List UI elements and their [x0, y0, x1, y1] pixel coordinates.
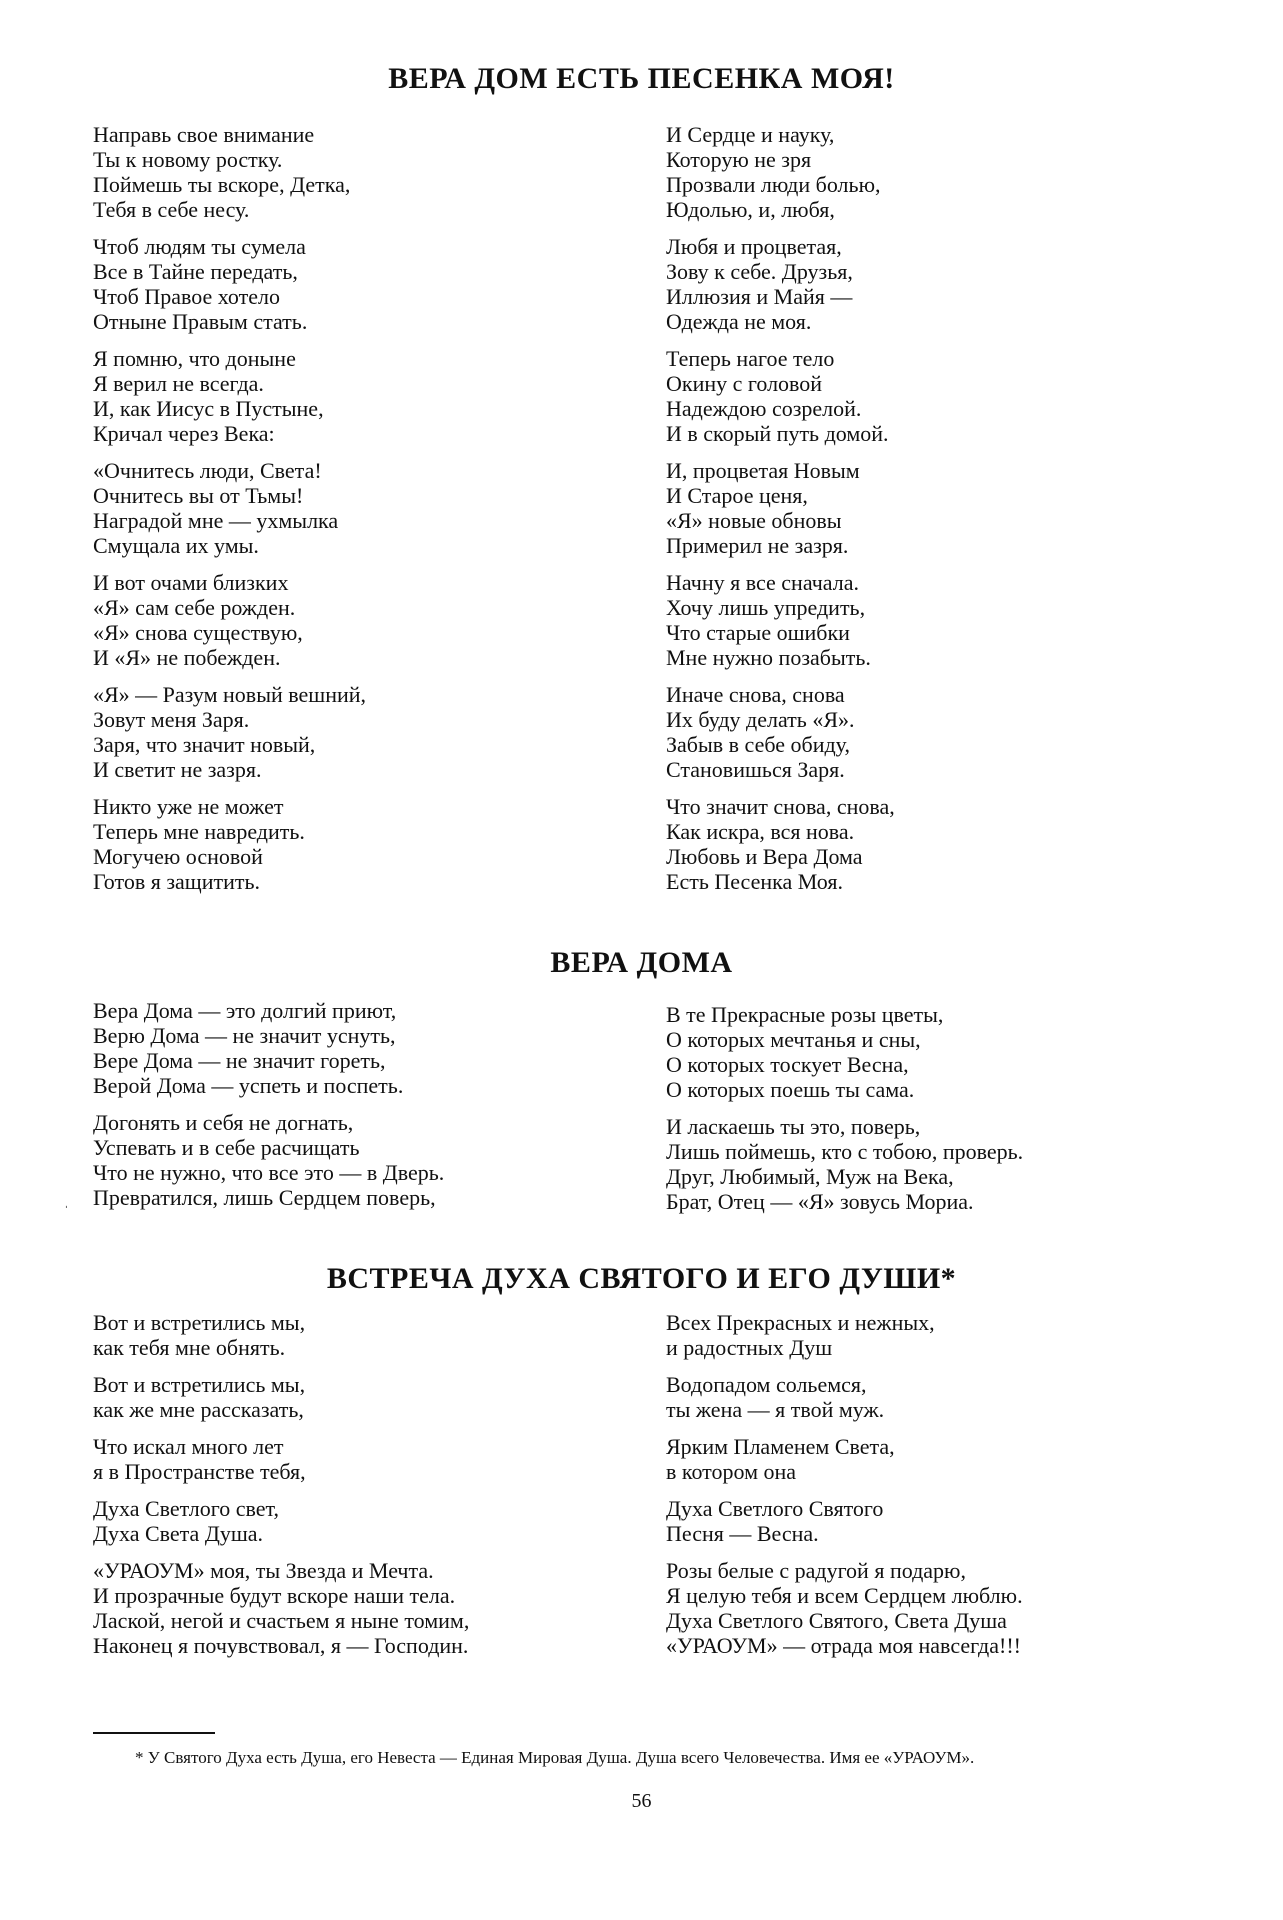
verse-line: Прозвали люди болью, [666, 172, 881, 197]
verse-line: Превратился, лишь Сердцем поверь, [93, 1185, 436, 1210]
verse-line: «Я» сам себе рожден. [93, 595, 296, 620]
stanza [666, 1372, 1186, 1422]
verse-line: Иначе снова, снова [666, 682, 845, 707]
verse-line: Отныне Правым стать. [93, 309, 308, 334]
poem3-title: ВСТРЕЧА ДУХА СВЯТОГО И ЕГО ДУШИ* [326, 1262, 957, 1295]
verse-line: И светит не зазря. [93, 757, 262, 782]
verse-line: в котором она [666, 1459, 797, 1484]
verse-line: Направь свое внимание [93, 122, 315, 147]
verse-line: Лишь поймешь, кто с тобою, проверь. [666, 1139, 1024, 1164]
footnote: * У Святого Духа есть Душа, его Невеста — Единая Мировая Душа. Душа всего Человечества. Имя ее «УРАОУМ». [135, 1748, 975, 1767]
verse-line: как же мне рассказать, [93, 1397, 304, 1422]
stanza [666, 458, 1186, 558]
poem2-title: ВЕРА ДОМА [550, 946, 733, 979]
verse-line: Чтоб Правое хотело [93, 284, 280, 309]
verse-line: Хочу лишь упредить, [666, 595, 866, 620]
verse-line: И вот очами близких [93, 570, 289, 595]
stanza [666, 346, 1186, 446]
verse-line: Розы белые с радугой я подарю, [666, 1558, 966, 1583]
verse-line: Всех Прекрасных и нежных, [666, 1310, 935, 1335]
poem1-right-column [666, 122, 1186, 906]
stanza [93, 346, 613, 446]
verse-line: Юдолью, и, любя, [666, 197, 835, 222]
stanza [93, 682, 613, 782]
verse-line: Брат, Отец — «Я» зовусь Мориа. [666, 1189, 974, 1214]
verse-line: Что значит снова, снова, [666, 794, 895, 819]
verse-line: Вот и встретились мы, [93, 1310, 306, 1335]
verse-line: Есть Песенка Моя. [666, 869, 843, 894]
verse-line: «УРАОУМ» моя, ты Звезда и Мечта. [93, 1558, 434, 1583]
verse-line: Начну я все сначала. [666, 570, 859, 595]
verse-line: Очнитесь вы от Тьмы! [93, 483, 304, 508]
verse-line: Теперь нагое тело [666, 346, 835, 371]
stanza [93, 1110, 613, 1210]
verse-line: Окину с головой [666, 371, 823, 396]
verse-line: «УРАОУМ» — отрада моя навсегда!!! [666, 1633, 1021, 1658]
verse-line: Духа Светлого Святого [666, 1496, 884, 1521]
verse-line: Духа Светлого Святого, Света Душа [666, 1608, 1007, 1633]
verse-line: Наградой мне — ухмылка [93, 508, 339, 533]
stanza [93, 570, 613, 670]
stanza [666, 1434, 1186, 1484]
stanza [93, 1558, 613, 1658]
verse-line: В те Прекрасные розы цветы, [666, 1002, 944, 1027]
scan-speck: ˌ [64, 1194, 69, 1209]
verse-line: Я целую тебя и всем Сердцем люблю. [666, 1583, 1023, 1608]
stanza [93, 794, 613, 894]
verse-line: ты жена — я твой муж. [666, 1397, 885, 1422]
verse-line: «Я» новые обновы [666, 508, 842, 533]
stanza [93, 234, 613, 334]
stanza [93, 1496, 613, 1546]
verse-line: я в Пространстве тебя, [93, 1459, 306, 1484]
stanza [666, 570, 1186, 670]
verse-line: Догонять и себя не догнать, [93, 1110, 354, 1135]
verse-line: Могучею основой [93, 844, 263, 869]
verse-line: И прозрачные будут вскоре наши тела. [93, 1583, 456, 1608]
verse-line: «Я» — Разум новый вешний, [93, 682, 367, 707]
poem2-right-column [666, 1002, 1186, 1226]
poem2-left-column [93, 998, 613, 1222]
stanza [93, 998, 613, 1098]
verse-line: Что не нужно, что все это — в Дверь. [93, 1160, 445, 1185]
verse-line: Зову к себе. Друзья, [666, 259, 853, 284]
stanza [93, 1434, 613, 1484]
verse-line: И Старое ценя, [666, 483, 808, 508]
verse-line: Примерил не зазря. [666, 533, 849, 558]
verse-line: Наконец я почувствовал, я — Господин. [93, 1633, 469, 1658]
verse-line: Смущала их умы. [93, 533, 259, 558]
stanza [666, 794, 1186, 894]
verse-line: «Я» снова существую, [93, 620, 303, 645]
stanza [666, 1558, 1186, 1658]
verse-line: Любя и процветая, [666, 234, 842, 259]
verse-line: О которых мечтанья и сны, [666, 1027, 921, 1052]
stanza [666, 1496, 1186, 1546]
poem3-left-column [93, 1310, 613, 1670]
verse-line: Надеждою созрелой. [666, 396, 862, 421]
verse-line: И, процветая Новым [666, 458, 860, 483]
verse-line: Готов я защитить. [93, 869, 261, 894]
verse-line: Что старые ошибки [666, 620, 850, 645]
stanza [666, 1002, 1186, 1102]
verse-line: Я верил не всегда. [93, 371, 264, 396]
stanza [666, 1310, 1186, 1360]
verse-line: Успевать и в себе расчищать [93, 1135, 360, 1160]
poem3-right-column [666, 1310, 1186, 1670]
stanza [666, 122, 1186, 222]
verse-line: «Очнитесь люди, Света! [93, 458, 322, 483]
poem1-title: ВЕРА ДОМ ЕСТЬ ПЕСЕНКА МОЯ! [388, 62, 895, 95]
verse-line: Зовут меня Заря. [93, 707, 250, 732]
verse-line: Ярким Пламенем Света, [666, 1434, 895, 1459]
verse-line: Что искал много лет [93, 1434, 284, 1459]
verse-line: Вере Дома — не значит гореть, [93, 1048, 386, 1073]
verse-line: Вера Дома — это долгий приют, [93, 998, 397, 1023]
verse-line: и радостных Душ [666, 1335, 833, 1360]
verse-line: Кричал через Века: [93, 421, 275, 446]
verse-line: Верой Дома — успеть и поспеть. [93, 1073, 404, 1098]
verse-line: Заря, что значит новый, [93, 732, 316, 757]
footnote-rule [93, 1732, 215, 1734]
verse-line: Становишься Заря. [666, 757, 845, 782]
verse-line: Все в Тайне передать, [93, 259, 298, 284]
verse-line: Никто уже не может [93, 794, 284, 819]
verse-line: Духа Света Душа. [93, 1521, 264, 1546]
verse-line: Тебя в себе несу. [93, 197, 250, 222]
verse-line: Лаской, негой и счастьем я ныне томим, [93, 1608, 470, 1633]
verse-line: Которую не зря [666, 147, 812, 172]
verse-line: Их буду делать «Я». [666, 707, 855, 732]
verse-line: О которых тоскует Весна, [666, 1052, 909, 1077]
verse-line: Вот и встретились мы, [93, 1372, 306, 1397]
page-number: 56 [631, 1790, 652, 1812]
stanza [666, 682, 1186, 782]
verse-line: Я помню, что доныне [93, 346, 296, 371]
verse-line: И Сердце и науку, [666, 122, 835, 147]
poem1-left-column [93, 122, 613, 906]
verse-line: Мне нужно позабыть. [666, 645, 871, 670]
verse-line: Духа Светлого свет, [93, 1496, 279, 1521]
stanza [666, 234, 1186, 334]
verse-line: О которых поешь ты сама. [666, 1077, 915, 1102]
verse-line: Как искра, вся нова. [666, 819, 855, 844]
verse-line: Чтоб людям ты сумела [93, 234, 306, 259]
stanza [93, 458, 613, 558]
stanza [93, 122, 613, 222]
verse-line: Ты к новому ростку. [93, 147, 283, 172]
verse-line: Теперь мне навредить. [93, 819, 305, 844]
verse-line: Поймешь ты вскоре, Детка, [93, 172, 351, 197]
verse-line: как тебя мне обнять. [93, 1335, 286, 1360]
verse-line: Любовь и Вера Дома [666, 844, 863, 869]
stanza [666, 1114, 1186, 1214]
verse-line: Друг, Любимый, Муж на Века, [666, 1164, 954, 1189]
stanza [93, 1310, 613, 1360]
verse-line: Одежда не моя. [666, 309, 812, 334]
verse-line: Песня — Весна. [666, 1521, 819, 1546]
verse-line: Иллюзия и Майя — [666, 284, 853, 309]
verse-line: И в скорый путь домой. [666, 421, 889, 446]
verse-line: Водопадом сольемся, [666, 1372, 867, 1397]
verse-line: Верю Дома — не значит уснуть, [93, 1023, 396, 1048]
verse-line: Забыв в себе обиду, [666, 732, 850, 757]
verse-line: И, как Иисус в Пустыне, [93, 396, 324, 421]
verse-line: И ласкаешь ты это, поверь, [666, 1114, 921, 1139]
stanza [93, 1372, 613, 1422]
verse-line: И «Я» не побежден. [93, 645, 281, 670]
